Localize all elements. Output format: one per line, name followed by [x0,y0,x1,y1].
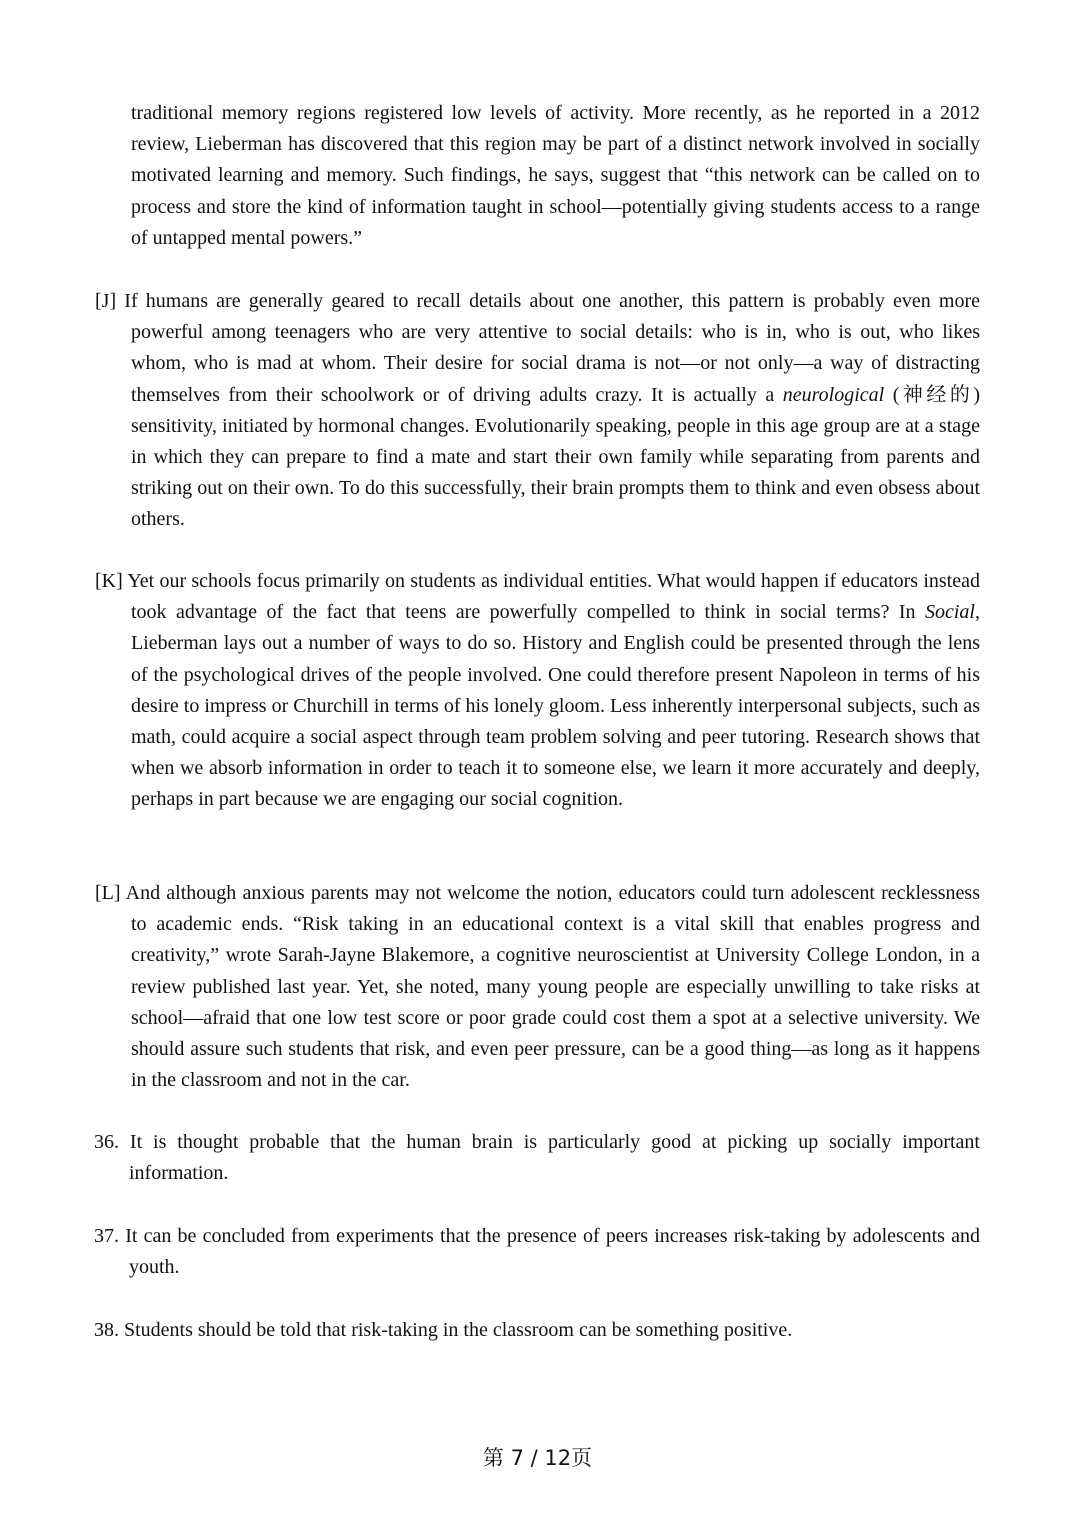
paragraph-k-text-after: , Lieberman lays out a number of ways to do so. History and English could be presented through the lens of the psychological drives of the people involved. One could therefore present Napoleon in terms of his desire to impress or Churchill in terms of his lonely gloom. Less inherently interpersonal subjects, such as math, could acquire a social aspect through team problem solving and peer tutoring. Research shows that when we absorb information in order to teach it to someone else, we learn it more accurately and deeply, perhaps in part because we are engaging our social cognition. [131,601,980,811]
paragraph-k [95,566,980,816]
question-text: Students should be told that risk-taking in the classroom can be something positive. [124,1319,793,1341]
page-number: 第 7 / 12页 [482,1446,593,1470]
question-36 [94,1127,980,1189]
paragraph-k-italic-term: Social [925,601,975,624]
paragraph-l-text: And although anxious parents may not welcome the notion, educators could turn adolescent recklessness to academic ends. “Risk taking in an educational context is a vital skill that enables progress and creativity,” wrote Sarah-Jayne Blakemore, a cognitive neuroscientist at University College London, in a review published last year. Yet, she noted, many young people are especially unwilling to take risks at school—afraid that one low test score or poor grade could cost them a spot at a selective university. We should assure such students that risk, and even peer pressure, can be a good thing—as long as it happens in the classroom and not in the car. [125,882,980,1092]
paragraph-j-italic-term: neurological [782,383,885,406]
paragraph-j-label: [J] [95,290,117,312]
continued-paragraph [131,98,980,254]
page-number-footer [0,1442,1075,1472]
question-text: It can be concluded from experiments that the presence of peers increases risk-taking by adolescents and youth. [125,1225,980,1279]
question-number: 36. [94,1131,119,1153]
question-text: It is thought probable that the human brain is particularly good at picking up socially important information. [129,1131,980,1185]
question-number: 38. [94,1319,119,1341]
paragraph-l [95,878,980,1096]
paragraph-k-label: [K] [95,570,123,592]
question-number: 37. [94,1225,119,1247]
question-38 [94,1315,980,1346]
paragraph-j-text-before: If humans are generally geared to recall details about one another, this pattern is probably even more powerful among teenagers who are very attentive to social details: who is in, who is out, who likes whom, who is mad at whom. Their desire for social drama is not—or not only—a way of distracting themselves from their schoolwork or of driving adults crazy. It is actually a [124,290,981,406]
paragraph-j-text-after: sensitivity, initiated by hormonal changes. Evolutionarily speaking, people in this age group are at a stage in which they can prepare to find a mate and start their own family while separating from parents and striking out on their own. To do this successfully, their brain prompts them to think and even obsess about others. [131,414,980,531]
paragraph-j [95,286,980,536]
paragraph-l-label: [L] [95,882,121,904]
question-37 [94,1221,980,1283]
paragraph-k-text-before: Yet our schools focus primarily on students as individual entities. What would happen if educators instead took advantage of the fact that teens are powerfully compelled to think in social terms? In [127,570,980,624]
paragraph-j-gloss: (神经的) [892,383,980,406]
continued-paragraph-text: traditional memory regions registered low levels of activity. More recently, as he reported in a 2012 review, Lieberman has discovered that this region may be part of a distinct network involved in socially motivated learning and memory. Such findings, he says, suggest that “this network can be called on to process and store the kind of information taught in school—potentially giving students access to a range of untapped mental powers.” [131,102,980,249]
